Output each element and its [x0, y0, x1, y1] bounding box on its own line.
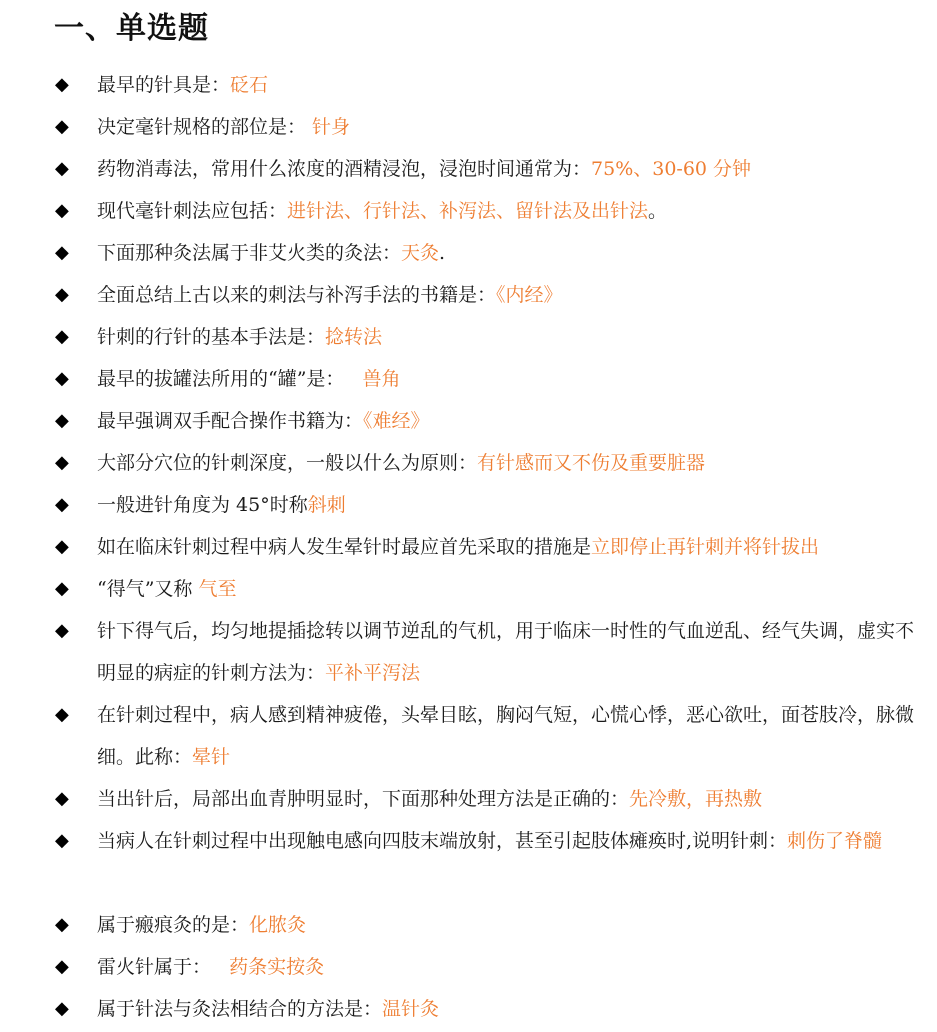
section-heading: 一、单选题: [54, 11, 209, 46]
question-prompt: 当出针后，局部出血青肿明显时，下面那种处理方法是正确的：: [97, 788, 630, 810]
question-text: [97, 274, 919, 316]
question-text: [97, 988, 919, 1030]
question-text: [97, 106, 919, 148]
question-text: [97, 316, 919, 358]
question-prompt: 最早的拔罐法所用的“罐”是：: [97, 368, 363, 390]
question-prompt: 属于针法与灸法相结合的方法是：: [97, 998, 383, 1020]
diamond-bullet-icon: ◆: [55, 158, 69, 179]
question-prompt: 最早的针具是：: [97, 74, 231, 96]
diamond-bullet-icon: ◆: [55, 242, 69, 263]
question-text: [97, 64, 919, 106]
diamond-bullet-icon: ◆: [55, 452, 69, 473]
answer-text: 75%、30-60 分钟: [591, 158, 752, 180]
question-text: [97, 484, 919, 526]
diamond-bullet-icon: ◆: [55, 998, 69, 1019]
diamond-bullet-icon: ◆: [55, 578, 69, 599]
answer-text: 先冷敷，再热敷: [629, 788, 763, 810]
diamond-bullet-icon: ◆: [55, 704, 69, 725]
diamond-bullet-icon: ◆: [55, 536, 69, 557]
question-text: [97, 442, 919, 484]
question-prompt: “得气”又称: [97, 578, 199, 600]
question-text: [97, 904, 919, 946]
diamond-bullet-icon: ◆: [55, 74, 69, 95]
diamond-bullet-icon: ◆: [55, 830, 69, 851]
question-prompt: 雷火针属于：: [97, 956, 230, 978]
question-text: [97, 694, 919, 778]
question-prompt: 最早强调双手配合操作书籍为：: [97, 410, 364, 432]
question-text: [97, 148, 919, 190]
diamond-bullet-icon: ◆: [55, 200, 69, 221]
answer-text: 捻转法: [325, 326, 383, 348]
question-text: [97, 778, 919, 820]
question-text: [97, 610, 919, 694]
diamond-bullet-icon: ◆: [55, 284, 69, 305]
answer-text: 刺伤了脊髓: [787, 830, 883, 852]
question-text: [97, 358, 919, 400]
answer-text: 晕针: [192, 746, 231, 768]
diamond-bullet-icon: ◆: [55, 368, 69, 389]
question-text: [97, 190, 919, 232]
question-tail: .: [439, 242, 446, 264]
diamond-bullet-icon: ◆: [55, 788, 69, 809]
question-prompt: 大部分穴位的针刺深度，一般以什么为原则：: [97, 452, 478, 474]
diamond-bullet-icon: ◆: [55, 116, 69, 137]
question-prompt: 现代毫针刺法应包括：: [97, 200, 288, 222]
answer-text: 气至: [198, 578, 237, 600]
answer-text: 兽角: [362, 368, 401, 390]
question-prompt: 针刺的行针的基本手法是：: [97, 326, 326, 348]
answer-text: 温针灸: [382, 998, 440, 1020]
diamond-bullet-icon: ◆: [55, 956, 69, 977]
question-tail: 。: [648, 200, 668, 222]
question-prompt: 当病人在针刺过程中出现触电感向四肢末端放射，甚至引起肢体瘫痪时,说明针刺：: [97, 830, 788, 852]
question-prompt: 药物消毒法，常用什么浓度的酒精浸泡，浸泡时间通常为：: [97, 158, 592, 180]
question-prompt: 决定毫针规格的部位是：: [97, 116, 313, 138]
answer-text: 针身: [312, 116, 351, 138]
diamond-bullet-icon: ◆: [55, 494, 69, 515]
answer-text: 化脓灸: [249, 914, 307, 936]
question-text: [97, 568, 919, 610]
question-prompt: 属于瘢痕灸的是：: [97, 914, 250, 936]
diamond-bullet-icon: ◆: [55, 914, 69, 935]
answer-text: 斜刺: [307, 494, 346, 516]
answer-text: 药条实按灸: [229, 956, 325, 978]
diamond-bullet-icon: ◆: [55, 410, 69, 431]
question-prompt: 针下得气后，均匀地提插捻转以调节逆乱的气机，用于临床一时性的气血逆乱、经气失调，虚实不明显的病症的针刺方法为：: [97, 620, 915, 684]
question-prompt: 下面那种灸法属于非艾火类的灸法：: [97, 242, 402, 264]
answer-text: 进针法、行针法、补泻法、留针法及出针法: [287, 200, 649, 222]
diamond-bullet-icon: ◆: [55, 326, 69, 347]
answer-text: 《内经》: [496, 284, 563, 306]
diamond-bullet-icon: ◆: [55, 620, 69, 641]
answer-text: 砭石: [230, 74, 269, 96]
answer-text: 《难经》: [363, 410, 430, 432]
question-text: [97, 946, 919, 988]
question-prompt: 在针刺过程中，病人感到精神疲倦，头晕目眩，胸闷气短，心慌心悸，恶心欲吐，面苍肢冷，脉微细。此称：: [97, 704, 915, 768]
question-prompt: 如在临床针刺过程中病人发生晕针时最应首先采取的措施是: [97, 536, 592, 558]
question-prompt: 一般进针角度为 45°时称: [97, 494, 308, 516]
answer-text: 平补平泻法: [325, 662, 421, 684]
question-text: [97, 232, 919, 274]
question-text: [97, 526, 919, 568]
question-prompt: 全面总结上古以来的刺法与补泻手法的书籍是：: [97, 284, 497, 306]
answer-text: 有针感而又不伤及重要脏器: [477, 452, 706, 474]
question-text: [97, 820, 919, 862]
question-text: [97, 400, 919, 442]
answer-text: 立即停止再针刺并将针拔出: [591, 536, 820, 558]
answer-text: 天灸: [401, 242, 440, 264]
